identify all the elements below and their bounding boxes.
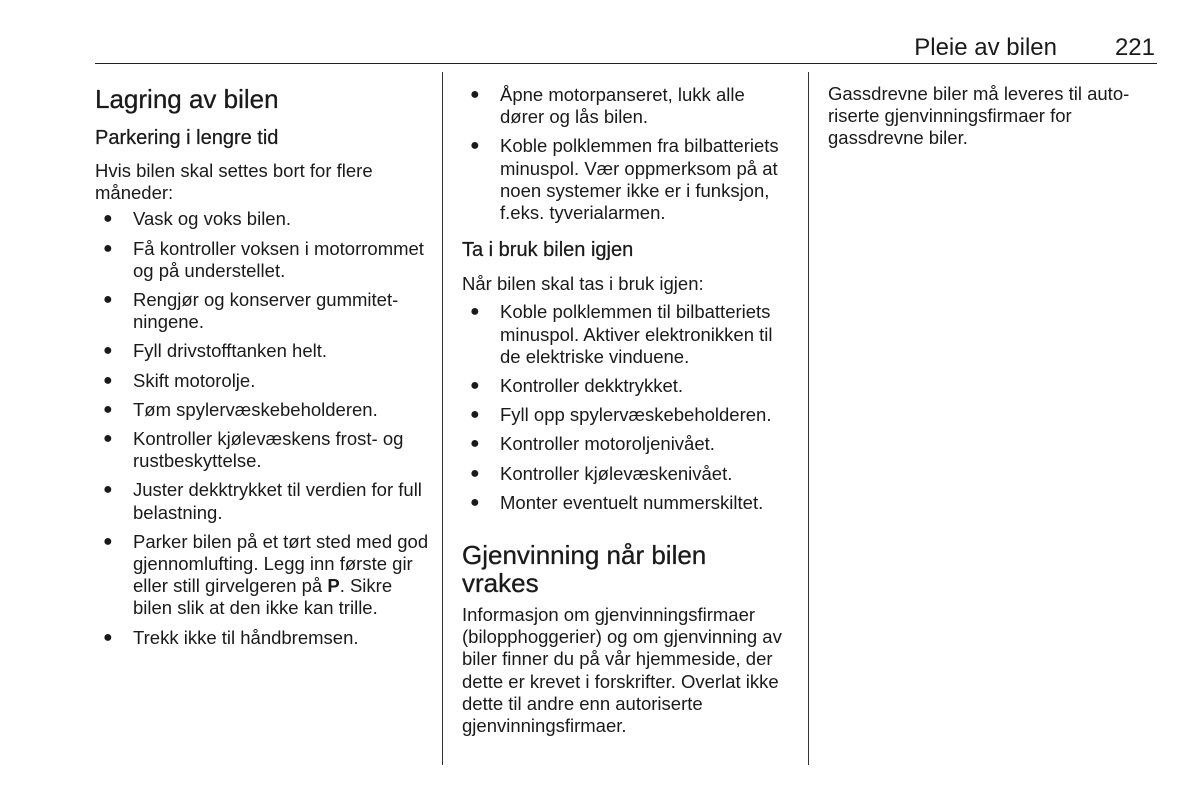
- list-item: ● Fyll opp spylervæskebeholderen.: [470, 404, 772, 426]
- list-item: ● Koble polklemmen fra bilbatteriets minuspol. Vær oppmerksom på at noen systemer ikke er i funksjon, f.eks. tyverialarmen.: [470, 135, 779, 224]
- bullet-icon: ●: [470, 377, 480, 395]
- subsection-title-long-parking: Parkering i lengre tid: [95, 127, 279, 149]
- column-middle: [462, 80, 792, 737]
- list-item: ● Åpne motorpanseret, lukk alle dører og lås bilen.: [470, 84, 745, 128]
- bullet-icon: ●: [470, 493, 480, 511]
- bullet-icon: ●: [470, 137, 480, 155]
- intro-paragraph: Hvis bilen skal settes bort for flere måneder:: [95, 160, 373, 204]
- bullet-icon: ●: [103, 371, 113, 389]
- storage-checklist-continued: [462, 84, 792, 224]
- bullet-icon: ●: [103, 239, 113, 257]
- bullet-icon: ●: [103, 430, 113, 448]
- reactivation-checklist: [462, 301, 792, 514]
- list-item: ● Kontroller motoroljenivået.: [470, 433, 715, 455]
- section-title-storage: Lagring av bilen: [95, 84, 279, 114]
- intro-paragraph: Når bilen skal tas i bruk igjen:: [462, 273, 704, 295]
- gear-position-label: P: [327, 575, 340, 597]
- column-right: [828, 80, 1158, 150]
- list-item: ● Kontroller kjølevæskens frost- og rustbeskyttelse.: [103, 428, 404, 472]
- bullet-icon: ●: [103, 342, 113, 360]
- bullet-icon: ●: [103, 532, 113, 550]
- list-item: ● Monter eventuelt nummerskiltet.: [470, 491, 764, 513]
- list-item: ● Parker bilen på et tørt sted med god gjennomlufting. Legg inn første gir eller still girvelgeren på P. Sikre bilen slik at den ikke kan trille.: [103, 530, 429, 619]
- bullet-icon: ●: [103, 291, 113, 309]
- list-item: ● Juster dekktrykket til verdien for full belastning.: [103, 479, 422, 523]
- column-divider: [442, 72, 443, 765]
- recycling-paragraph: Informasjon om gjenvinningsfirmaer (bilopphoggerier) og om gjenvinning av biler finner du på vår hjemmeside, der dette er krevet i forskrifter. Overlat ikke dette til andre enn autoriserte gjenvinningsfirmaer.: [462, 604, 782, 737]
- list-item: ● Koble polklemmen til bilbatteriets minuspol. Aktiver elektronikken til de elektriske vinduene.: [470, 301, 773, 367]
- list-item: ● Kontroller dekktrykket.: [470, 375, 684, 397]
- list-item: ● Rengjør og konserver gummitetningene.: [103, 289, 399, 333]
- gas-vehicles-paragraph: Gassdrevne biler må leveres til autoriserte gjenvinningsfirmaer for gassdrevne biler.: [828, 83, 1130, 149]
- list-item: ● Fyll drivstofftanken helt.: [103, 340, 327, 362]
- list-item: ● Vask og voks bilen.: [103, 208, 292, 230]
- bullet-icon: ●: [470, 435, 480, 453]
- subsection-title-reactivate: Ta i bruk bilen igjen: [462, 239, 634, 262]
- bullet-icon: ●: [470, 303, 480, 321]
- running-header-title: Pleie av bilen: [914, 34, 1057, 61]
- section-title-recycling: Gjenvinning når bilen vrakes: [462, 540, 707, 599]
- storage-checklist: [95, 208, 430, 648]
- bullet-icon: ●: [103, 481, 113, 499]
- column-divider: [808, 72, 809, 765]
- bullet-icon: ●: [470, 406, 480, 424]
- list-item: ● Trekk ikke til håndbremsen.: [103, 626, 359, 648]
- bullet-icon: ●: [470, 86, 480, 103]
- list-item: ● Kontroller kjølevæskenivået.: [470, 462, 733, 484]
- list-item: ● Tøm spylervæskebeholderen.: [103, 398, 378, 420]
- bullet-icon: ●: [103, 400, 113, 418]
- bullet-icon: ●: [103, 628, 113, 646]
- page-number: 221: [1114, 34, 1155, 61]
- list-item: ● Få kontroller voksen i motorrommet og på understellet.: [103, 237, 424, 281]
- header-rule: [95, 63, 1157, 64]
- page-header: [95, 33, 1157, 63]
- bullet-icon: ●: [103, 210, 113, 228]
- list-item: ● Skift motorolje.: [103, 369, 256, 391]
- column-left: [95, 80, 430, 649]
- bullet-icon: ●: [470, 464, 480, 482]
